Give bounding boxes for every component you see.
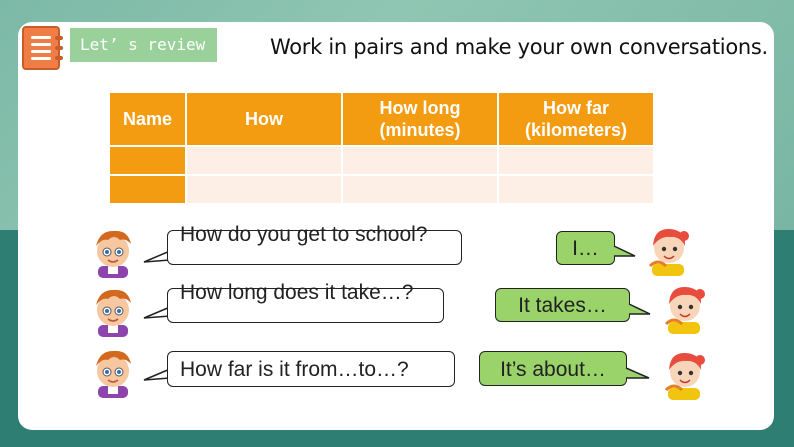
girl-avatar-icon	[660, 280, 708, 334]
info-table	[108, 91, 655, 205]
question-bubble	[167, 281, 444, 323]
table-cell[interactable]	[342, 175, 498, 204]
instruction-text: Work in pairs and make your own conversations.	[270, 35, 768, 59]
bubble-tail-icon	[613, 244, 637, 262]
answer-bubble	[495, 288, 630, 322]
boy-avatar-icon	[90, 346, 136, 398]
table-cell[interactable]	[186, 146, 342, 175]
question-text: How long does it take…?	[180, 281, 414, 304]
question-text: How do you get to school?	[180, 223, 428, 246]
table-row	[109, 175, 654, 204]
answer-text: It’s about…	[500, 358, 606, 381]
header-how-far: How far (kilometers)	[498, 92, 654, 146]
header-name: Name	[109, 92, 186, 146]
question-text: How far is it from…to…?	[180, 358, 409, 381]
table-row	[109, 146, 654, 175]
table-cell[interactable]	[109, 175, 186, 204]
table-header-row	[109, 92, 654, 146]
boy-avatar-icon	[90, 226, 136, 278]
answer-text: It takes…	[518, 294, 607, 317]
table-cell[interactable]	[342, 146, 498, 175]
table-cell[interactable]	[498, 175, 654, 204]
boy-avatar-icon	[90, 285, 136, 337]
table-cell[interactable]	[109, 146, 186, 175]
answer-text: I…	[572, 237, 599, 260]
girl-avatar-icon	[660, 346, 708, 400]
section-badge: Let’ s review	[70, 28, 217, 62]
table-cell[interactable]	[186, 175, 342, 204]
question-bubble	[167, 351, 455, 387]
header-how: How	[186, 92, 342, 146]
girl-avatar-icon	[644, 222, 692, 276]
answer-bubble	[479, 351, 627, 386]
bubble-tail-icon	[625, 366, 651, 384]
question-bubble	[167, 223, 462, 265]
answer-bubble	[556, 231, 615, 265]
bubble-tail-icon	[628, 302, 652, 320]
table-cell[interactable]	[498, 146, 654, 175]
header-how-long: How long (minutes)	[342, 92, 498, 146]
notebook-icon	[22, 26, 60, 70]
